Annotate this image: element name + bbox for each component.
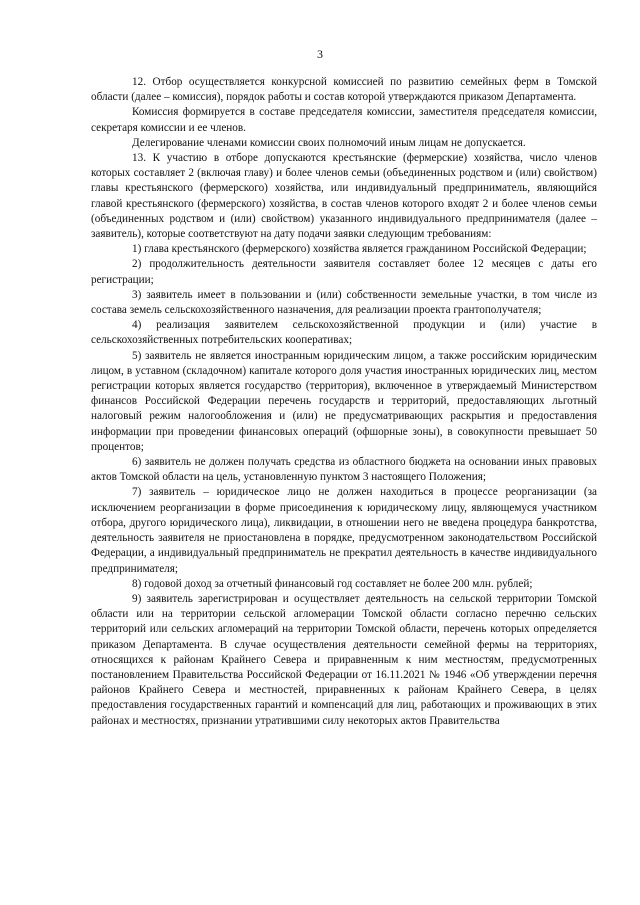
requirement-9-rural-territory: 9) заявитель зарегистрирован и осуществляет деятельность на сельской территории Томской области или на территории сельской агломерации Томской области согласно перечню сельских территорий или сельских агломераций на территории Томской области, перечень которых определяется приказом Департамента. В случае осуществления деятельности семейной фермы на территориях, относящихся к районам Крайнего Севера и приравненным к ним местностям, предусмотренных постановлением Правительства Российской Федерации от 16.11.2021 № 1946 «Об утверждении перечня районов Крайнего Севера и местностей, приравненных к районам Крайнего Севера, в целях предоставления государственных гарантий и компенсаций для лиц, работающих и проживающих в этих районах и местностях, признании утратившими силу некоторых актов Правительства <box>91 592 597 727</box>
paragraph-commission-composition: Комиссия формируется в составе председателя комиссии, заместителя председателя комиссии, секретаря комиссии и ее членов. <box>91 106 597 134</box>
requirement-8-annual-income: 8) годовой доход за отчетный финансовый год составляет не более 200 млн. рублей; <box>132 577 533 590</box>
requirement-3-land-plots: 3) заявитель имеет в пользовании и (или) собственности земельные участки, в том числе из состава земель сельскохозяйственного назначения, для реализации проекта грантополучателя; <box>91 288 597 317</box>
page-number: 3 <box>317 47 323 61</box>
paragraph-12-selection-commission: 12. Отбор осуществляется конкурсной комиссией по развитию семейных ферм в Томской области (далее – комиссия), порядок работы и состав которой утверждаются приказом Департамента. <box>91 76 597 104</box>
requirement-6-regional-budget: 6) заявитель не должен получать средства из областного бюджета на основании иных правовых актов Томской области на цель, установленную пунктом 3 настоящего Положения; <box>91 456 597 484</box>
requirement-4-sales: 4) реализация заявителем сельскохозяйственной продукции и (или) участие в сельскохозяйственных потребительских кооперативах; <box>91 319 597 347</box>
paragraph-delegation: Делегирование членами комиссии своих полномочий иным лицам не допускается. <box>132 136 526 149</box>
requirement-2-activity-duration: 2) продолжительность деятельности заявителя составляет более 12 месяцев с даты его регистрации; <box>91 258 597 286</box>
paragraph-13-eligibility: 13. К участию в отборе допускаются крестьянские (фермерские) хозяйства, число членов которых составляет 2 (включая главу) и более членов семьи (объединенных родством и (или) свойством) главы крестьянского (фермерского) хозяйства, или индивидуальный предприниматель, являющийся главой крестьянского (фермерского) хозяйства, в состав членов которого входят 2 и более членов семьи (объединенных родством и (или) свойством) указанного индивидуального предпринимателя (далее – заявитель), которые соответствуют на дату подачи заявки следующим требованиям: <box>91 152 597 241</box>
requirement-7-reorganization: 7) заявитель – юридическое лицо не должен находиться в процессе реорганизации (за исключением реорганизации в форме присоединения к юридическому лицу, являющемуся участником отбора, другого юридического лица), ликвидации, в отношении него не введена процедура банкротства, деятельность заявителя не приостановлена в порядке, предусмотренном законодательством Российской Федерации, а индивидуальный предприниматель не прекратил деятельность в качестве индивидуального предпринимателя; <box>91 486 597 575</box>
requirement-5-foreign-entity: 5) заявитель не является иностранным юридическим лицом, а также российским юридическим лицом, в уставном (складочном) капитале которого доля участия иностранных юридических лиц, местом регистрации которых является государство (территория), включенное в утверждаемый Министерством финансов Российской Федерации перечень государств и территорий, предоставляющих льготный налоговый режим налогообложения и (или) не предусматривающих раскрытия и предоставления информации при проведении финансовых операций (офшорные зоны), в совокупности превышает 50 процентов; <box>91 349 597 453</box>
document-body <box>91 75 597 729</box>
requirement-1-citizenship: 1) глава крестьянского (фермерского) хозяйства является гражданином Российской Федерации; <box>132 243 587 256</box>
